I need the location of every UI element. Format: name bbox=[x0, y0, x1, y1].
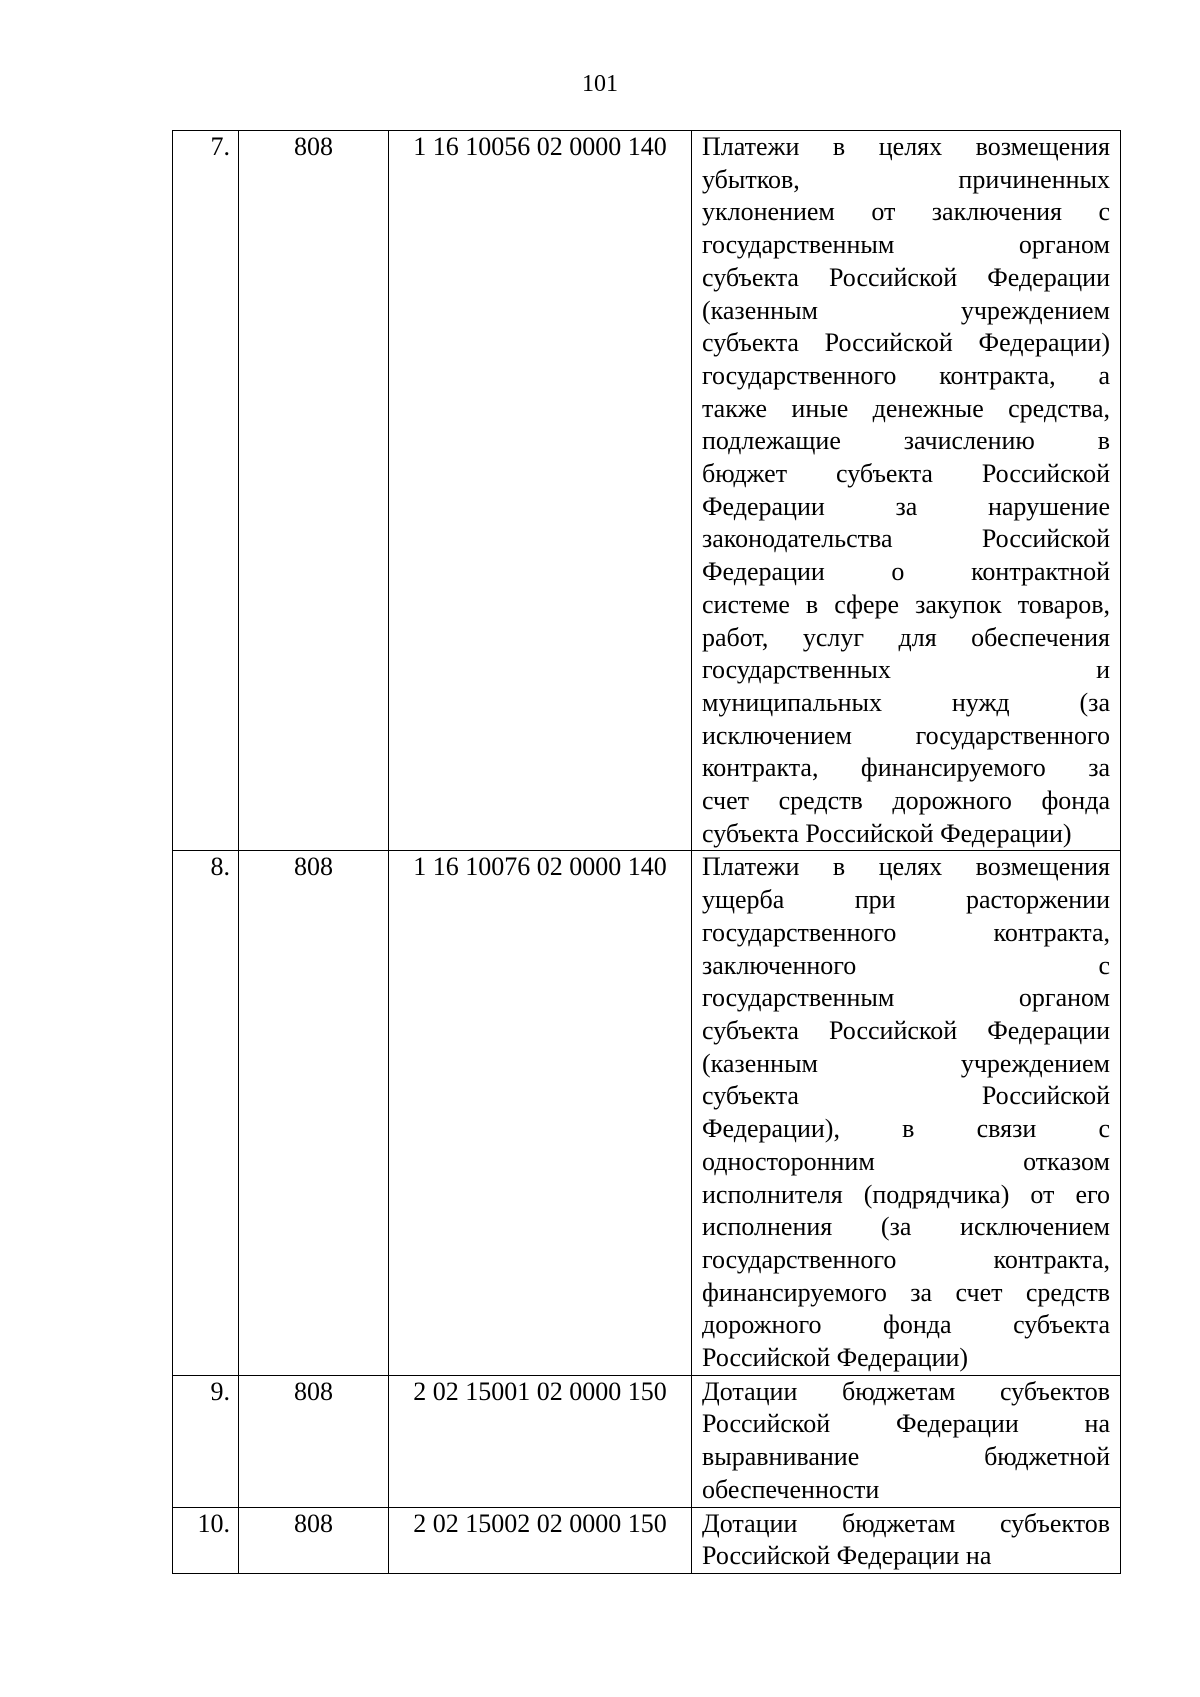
administrator-code: 808 bbox=[239, 1375, 389, 1507]
income-name-line: субъекта Российской Федерации) bbox=[702, 328, 1110, 358]
budget-classification-code: 1 16 10056 02 0000 140 bbox=[389, 131, 692, 851]
income-name-line: обеспеченности bbox=[702, 1474, 880, 1504]
income-name-line: выравнивание бюджетной bbox=[702, 1442, 1110, 1472]
income-name-line: заключенного с bbox=[702, 950, 1110, 980]
income-name-line: субъекта Российской bbox=[702, 1081, 1110, 1111]
income-name-line: (казенным учреждением bbox=[702, 1048, 1110, 1078]
income-name-line: также иные денежные средства, bbox=[702, 393, 1110, 423]
budget-classification-code: 2 02 15001 02 0000 150 bbox=[389, 1375, 692, 1507]
income-name-line: государственным органом bbox=[702, 983, 1110, 1013]
income-name-line: законодательства Российской bbox=[702, 524, 1110, 554]
income-name-line: Дотации бюджетам субъектов bbox=[702, 1376, 1110, 1406]
budget-codes-table bbox=[172, 130, 1121, 1574]
income-name-line: (казенным учреждением bbox=[702, 295, 1110, 325]
income-name-line: субъекта Российской Федерации bbox=[702, 262, 1110, 292]
income-name-line: работ, услуг для обеспечения bbox=[702, 622, 1110, 652]
income-name-line: финансируемого за счет средств bbox=[702, 1277, 1110, 1307]
income-name-line: государственных и bbox=[702, 655, 1110, 685]
table-row bbox=[173, 1507, 1121, 1573]
income-name-line: контракта, финансируемого за bbox=[702, 753, 1110, 783]
income-name-line: государственного контракта, а bbox=[702, 360, 1110, 390]
table-row bbox=[173, 1375, 1121, 1507]
income-name-line: бюджет субъекта Российской bbox=[702, 459, 1110, 489]
budget-classification-code: 2 02 15002 02 0000 150 bbox=[389, 1507, 692, 1573]
income-name-line: исполнения (за исключением bbox=[702, 1212, 1110, 1242]
income-name-line: счет средств дорожного фонда bbox=[702, 786, 1110, 816]
income-name-line: субъекта Российской Федерации bbox=[702, 1015, 1110, 1045]
income-name-line: подлежащие зачислению в bbox=[702, 426, 1110, 456]
income-name-line: исполнителя (подрядчика) от его bbox=[702, 1179, 1110, 1209]
administrator-code: 808 bbox=[239, 1507, 389, 1573]
table-row bbox=[173, 131, 1121, 851]
income-name-line: дорожного фонда субъекта bbox=[702, 1310, 1110, 1340]
row-number: 10. bbox=[173, 1507, 239, 1573]
income-name-line: Российской Федерации на bbox=[702, 1541, 992, 1571]
row-number: 7. bbox=[173, 131, 239, 851]
income-name-line: субъекта Российской Федерации) bbox=[702, 818, 1072, 848]
income-name-line: Платежи в целях возмещения bbox=[702, 132, 1110, 161]
income-name-line: Федерации за нарушение bbox=[702, 491, 1110, 521]
administrator-code: 808 bbox=[239, 851, 389, 1375]
income-name-line: системе в сфере закупок товаров, bbox=[702, 589, 1110, 619]
income-name-line: Российской Федерации на bbox=[702, 1409, 1110, 1439]
income-name-line: Федерации о контрактной bbox=[702, 557, 1110, 587]
income-name-line: муниципальных нужд (за bbox=[702, 687, 1110, 717]
income-name-line: Платежи в целях возмещения bbox=[702, 852, 1110, 882]
income-name-line: Федерации), в связи с bbox=[702, 1114, 1110, 1144]
income-name-line: Дотации бюджетам субъектов bbox=[702, 1508, 1110, 1538]
table-body bbox=[173, 131, 1121, 1574]
row-number: 8. bbox=[173, 851, 239, 1375]
income-name bbox=[692, 851, 1121, 1375]
budget-classification-code: 1 16 10076 02 0000 140 bbox=[389, 851, 692, 1375]
income-name-line: убытков, причиненных bbox=[702, 164, 1110, 194]
row-number: 9. bbox=[173, 1375, 239, 1507]
administrator-code: 808 bbox=[239, 131, 389, 851]
income-name-line: уклонением от заключения с bbox=[702, 197, 1110, 227]
income-name-line: государственного контракта, bbox=[702, 917, 1110, 947]
income-name-line: государственным органом bbox=[702, 230, 1110, 260]
income-name-line: ущерба при расторжении bbox=[702, 885, 1110, 915]
page-number: 101 bbox=[582, 71, 618, 97]
income-name-line: государственного контракта, bbox=[702, 1244, 1110, 1274]
income-name bbox=[692, 1507, 1121, 1573]
income-name-line: Российской Федерации) bbox=[702, 1343, 969, 1373]
table-row bbox=[173, 851, 1121, 1375]
income-name-line: односторонним отказом bbox=[702, 1146, 1110, 1176]
income-name bbox=[692, 131, 1121, 851]
income-name bbox=[692, 1375, 1121, 1507]
income-name-line: исключением государственного bbox=[702, 720, 1110, 750]
